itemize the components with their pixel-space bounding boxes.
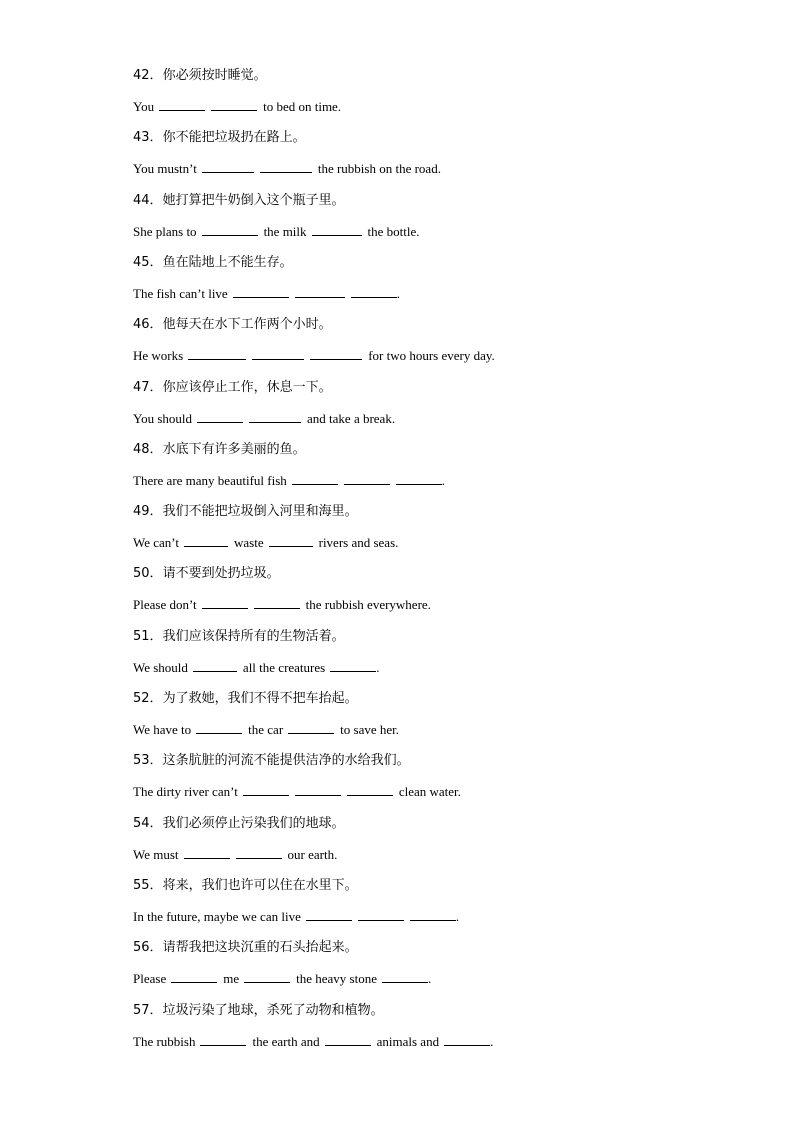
question-number: 53 <box>133 753 150 769</box>
answer-blank[interactable] <box>396 472 442 485</box>
answer-blank[interactable] <box>188 347 246 360</box>
sentence-end-punctuation: . <box>490 1033 494 1049</box>
answer-blank[interactable] <box>159 98 205 111</box>
question-number-dot: ． <box>149 130 163 146</box>
chinese-sentence: 为了救她，我们不得不把车抬起。 <box>162 691 358 706</box>
sentence-text: Please don’t <box>133 597 197 613</box>
question-number: 45 <box>133 254 150 270</box>
answer-blank[interactable] <box>312 223 362 236</box>
question-number-dot: ． <box>149 815 163 831</box>
question-number-dot: ． <box>149 254 163 270</box>
sentence-text: our earth. <box>287 846 338 862</box>
sentence-text: In the future, maybe we can live <box>133 908 301 924</box>
answer-blank[interactable] <box>325 1033 371 1046</box>
answer-blank[interactable] <box>197 410 243 423</box>
sentence-text: the milk <box>263 223 307 239</box>
question-number: 55 <box>133 877 150 893</box>
english-answer-line <box>133 720 404 740</box>
question-number-dot: ． <box>149 317 163 333</box>
answer-blank[interactable] <box>260 160 312 173</box>
sentence-text: The dirty river can’t <box>133 784 238 800</box>
answer-blank[interactable] <box>200 1033 246 1046</box>
chinese-sentence: 我们应该保持所有的生物活着。 <box>162 628 345 644</box>
question-prompt <box>133 1001 733 1021</box>
chinese-sentence: 鱼在陆地上不能生存。 <box>162 254 293 270</box>
question-prompt <box>133 814 733 834</box>
question-prompt <box>133 128 733 148</box>
question-43 <box>133 128 733 177</box>
answer-blank[interactable] <box>288 721 334 734</box>
answer-blank[interactable] <box>351 285 397 298</box>
question-number: 56 <box>133 940 150 956</box>
answer-blank[interactable] <box>306 908 352 921</box>
english-answer-line <box>133 409 400 429</box>
chinese-sentence: 请帮我把这块沉重的石头抬起来。 <box>162 940 358 956</box>
english-answer-line <box>133 533 403 553</box>
question-number-dot: ． <box>149 441 163 457</box>
answer-blank[interactable] <box>184 846 230 859</box>
question-number: 44 <box>133 192 150 208</box>
question-number: 46 <box>133 317 150 333</box>
sentence-text: the earth and <box>252 1033 320 1049</box>
sentence-text: There are many beautiful fish <box>133 472 287 488</box>
answer-blank[interactable] <box>410 908 456 921</box>
chinese-sentence: 她打算把牛奶倒入这个瓶子里。 <box>162 192 345 208</box>
question-47 <box>133 378 733 426</box>
sentence-text: rivers and seas. <box>318 535 399 551</box>
sentence-end-punctuation: . <box>396 285 400 301</box>
sentence-text: to save her. <box>340 722 400 737</box>
question-number: 43 <box>133 130 150 146</box>
question-49 <box>133 502 733 551</box>
answer-blank[interactable] <box>244 970 290 983</box>
english-answer-line <box>133 222 425 242</box>
question-prompt <box>133 66 733 86</box>
answer-blank[interactable] <box>193 659 237 672</box>
chinese-sentence: 你不能把垃圾扔在路上。 <box>162 130 306 146</box>
question-55 <box>133 876 733 924</box>
question-number-dot: ． <box>149 68 163 83</box>
sentence-text: the bottle. <box>367 223 420 239</box>
question-number: 51 <box>133 628 150 644</box>
sentence-end-punctuation: . <box>441 472 446 488</box>
sentence-text: to bed on time. <box>263 99 342 114</box>
sentence-text: the rubbish everywhere. <box>305 597 431 613</box>
question-number: 49 <box>133 504 150 520</box>
answer-blank[interactable] <box>202 223 258 236</box>
question-prompt <box>133 938 733 958</box>
question-number-dot: ． <box>149 504 163 520</box>
question-52 <box>133 689 733 737</box>
english-answer-line <box>133 97 346 117</box>
sentence-text: animals and <box>376 1033 440 1049</box>
sentence-text: Please <box>133 971 167 987</box>
question-54 <box>133 814 733 862</box>
question-44 <box>133 191 733 239</box>
question-number-dot: ． <box>149 877 163 893</box>
chinese-sentence: 垃圾污染了地球，杀死了动物和植物。 <box>162 1002 384 1018</box>
question-prompt <box>133 378 733 398</box>
sentence-text: We have to <box>133 722 192 737</box>
question-number: 47 <box>133 379 150 395</box>
sentence-end-punctuation: . <box>427 971 432 987</box>
answer-blank[interactable] <box>330 659 376 672</box>
english-answer-line <box>133 845 342 865</box>
sentence-text: the car <box>248 722 284 737</box>
answer-blank[interactable] <box>292 472 338 485</box>
english-answer-line <box>133 1032 493 1052</box>
sentence-end-punctuation: . <box>376 659 380 675</box>
question-prompt <box>133 627 733 647</box>
chinese-sentence: 你必须按时睡觉。 <box>162 68 267 83</box>
sentence-text: You should <box>133 410 193 426</box>
answer-blank[interactable] <box>295 783 341 796</box>
chinese-sentence: 请不要到处扔垃圾。 <box>162 566 280 582</box>
question-45 <box>133 253 733 301</box>
answer-blank[interactable] <box>236 846 282 859</box>
answer-blank[interactable] <box>382 970 428 983</box>
sentence-text: the rubbish on the road. <box>317 161 441 177</box>
answer-blank[interactable] <box>344 472 390 485</box>
english-answer-line <box>133 284 400 304</box>
english-answer-line <box>133 595 436 615</box>
english-answer-line <box>133 782 466 802</box>
answer-blank[interactable] <box>202 160 254 173</box>
english-answer-line <box>133 346 500 366</box>
sentence-text: for two hours every day. <box>368 348 495 364</box>
question-prompt <box>133 751 733 771</box>
question-53 <box>133 751 733 800</box>
sentence-end-punctuation: . <box>455 908 460 924</box>
question-number: 52 <box>133 691 150 706</box>
question-46 <box>133 315 733 364</box>
question-number-dot: ． <box>149 379 163 395</box>
answer-blank[interactable] <box>252 347 304 360</box>
question-number-dot: ． <box>149 566 163 582</box>
answer-blank[interactable] <box>249 410 301 423</box>
question-50 <box>133 564 733 613</box>
question-56 <box>133 938 733 987</box>
sentence-text: We must <box>133 846 179 862</box>
sentence-text: waste <box>234 535 264 551</box>
chinese-sentence: 这条肮脏的河流不能提供洁净的水给我们。 <box>162 753 410 769</box>
sentence-text: all the creatures <box>242 659 326 675</box>
sentence-text: and take a break. <box>307 410 396 426</box>
answer-blank[interactable] <box>254 596 300 609</box>
answer-blank[interactable] <box>295 285 345 298</box>
sentence-text: The rubbish <box>133 1033 196 1049</box>
answer-blank[interactable] <box>171 970 217 983</box>
answer-blank[interactable] <box>211 98 257 111</box>
answer-blank[interactable] <box>233 285 289 298</box>
question-prompt <box>133 191 733 211</box>
chinese-sentence: 我们不能把垃圾倒入河里和海里。 <box>162 504 358 520</box>
question-57 <box>133 1001 733 1049</box>
answer-blank[interactable] <box>358 908 404 921</box>
question-number: 57 <box>133 1002 150 1018</box>
chinese-sentence: 将来，我们也许可以住在水里下。 <box>162 877 358 893</box>
question-number-dot: ． <box>149 753 163 769</box>
question-number-dot: ． <box>149 628 163 644</box>
answer-blank[interactable] <box>444 1033 490 1046</box>
question-number-dot: ． <box>149 691 163 706</box>
answer-blank[interactable] <box>202 596 248 609</box>
question-prompt <box>133 315 733 335</box>
question-number-dot: ． <box>149 940 163 956</box>
question-number: 54 <box>133 815 150 831</box>
answer-blank[interactable] <box>347 783 393 796</box>
sentence-text: She plans to <box>133 223 197 239</box>
sentence-text: clean water. <box>398 784 461 800</box>
sentence-text: We should <box>133 659 188 675</box>
sentence-text: The fish can’t live <box>133 285 228 301</box>
english-answer-line <box>133 907 459 927</box>
answer-blank[interactable] <box>269 534 313 547</box>
question-48 <box>133 440 733 488</box>
sentence-text: the heavy stone <box>296 971 377 987</box>
question-42 <box>133 66 733 114</box>
question-number-dot: ． <box>149 192 163 208</box>
answer-blank[interactable] <box>196 721 242 734</box>
english-answer-line <box>133 969 431 989</box>
english-answer-line <box>133 159 446 179</box>
english-answer-line <box>133 658 379 678</box>
question-prompt <box>133 253 733 273</box>
question-prompt <box>133 502 733 522</box>
question-number-dot: ． <box>149 1002 163 1018</box>
sentence-text: He works <box>133 348 184 364</box>
sentence-text: me <box>223 971 240 987</box>
chinese-sentence: 你应该停止工作，休息一下。 <box>162 379 332 395</box>
english-answer-line <box>133 471 445 491</box>
answer-blank[interactable] <box>243 783 289 796</box>
question-51 <box>133 627 733 675</box>
sentence-text: You mustn’t <box>133 161 197 177</box>
question-prompt <box>133 564 733 584</box>
question-number: 42 <box>133 68 150 83</box>
answer-blank[interactable] <box>310 347 362 360</box>
question-prompt <box>133 689 733 709</box>
sentence-text: We can’t <box>133 535 179 551</box>
question-number: 50 <box>133 566 150 582</box>
chinese-sentence: 他每天在水下工作两个小时。 <box>162 317 332 333</box>
sentence-text: You <box>133 99 155 114</box>
chinese-sentence: 水底下有许多美丽的鱼。 <box>162 441 306 457</box>
question-prompt <box>133 440 733 460</box>
chinese-sentence: 我们必须停止污染我们的地球。 <box>162 815 345 831</box>
question-prompt <box>133 876 733 896</box>
question-number: 48 <box>133 441 150 457</box>
answer-blank[interactable] <box>184 534 228 547</box>
